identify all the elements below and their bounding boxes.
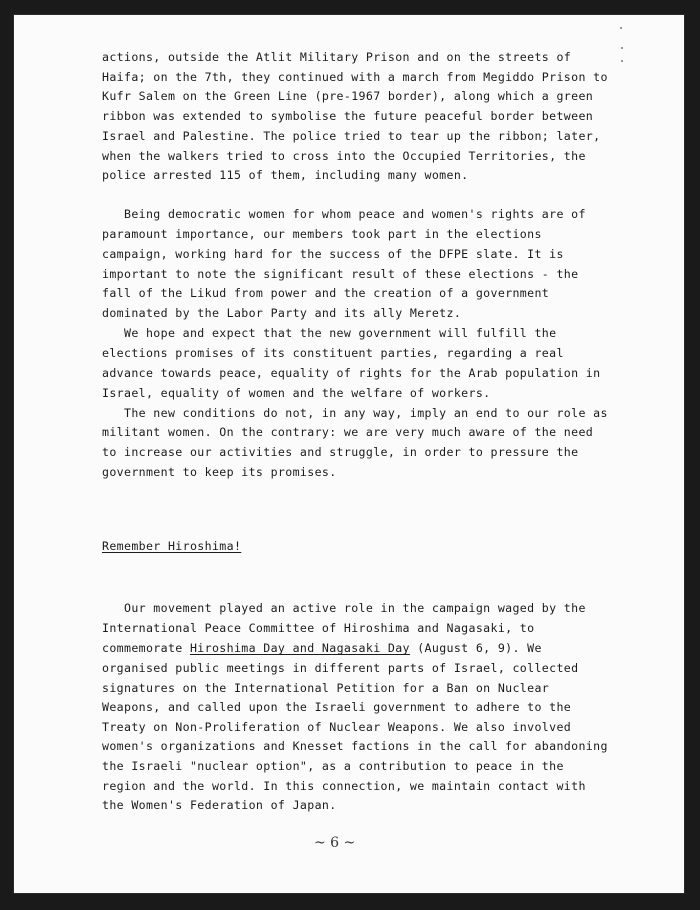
- text-line: We hope and expect that the new government will fulfill the: [102, 326, 557, 341]
- text-line: advance towards peace, equality of rights for the Arab population in: [102, 365, 601, 380]
- text-line: militant women. On the contrary: we are very much aware of the need: [102, 425, 594, 440]
- text-line: Haifa; on the 7th, they continued with a march from Megiddo Prison to: [102, 69, 608, 84]
- text-line: Kufr Salem on the Green Line (pre-1967 border), along which a green: [102, 89, 594, 104]
- document-page: [14, 15, 684, 893]
- text-line: police arrested 115 of them, including many women.: [102, 168, 469, 183]
- text-line: signatures on the International Petition for a Ban on Nuclear: [102, 680, 550, 695]
- text-line: The new conditions do not, in any way, imply an end to our role as: [102, 405, 608, 420]
- text-line: [102, 641, 542, 655]
- underlined-phrase: Hiroshima Day and Nagasaki Day: [189, 641, 410, 655]
- text-fragment: commemorate: [102, 641, 190, 655]
- text-line: the Women's Federation of Japan.: [102, 798, 337, 813]
- text-fragment: (August 6, 9). We: [409, 641, 542, 655]
- text-line: Our movement played an active role in the campaign waged by the: [102, 601, 586, 615]
- text-line: paramount importance, our members took part in the elections: [102, 226, 542, 241]
- text-line: to increase our activities and struggle, in order to pressure the: [102, 445, 579, 460]
- text-line: dominated by the Labor Party and its ally Meretz.: [102, 306, 462, 321]
- page-number: ~ 6 ~: [314, 835, 356, 851]
- text-line: Israel, equality of women and the welfare of workers.: [102, 385, 491, 400]
- text-line: actions, outside the Atlit Military Prison and on the streets of: [102, 50, 572, 64]
- text-line: fall of the Likud from power and the creation of a government: [102, 286, 550, 301]
- text-line: International Peace Committee of Hiroshima and Nagasaki, to: [102, 621, 535, 635]
- text-line: Israel and Palestine. The police tried to tear up the ribbon; later,: [102, 128, 601, 143]
- text-line: Being democratic women for whom peace and women's rights are of: [102, 207, 586, 221]
- text-line: region and the world. In this connection, we maintain contact with: [102, 778, 586, 793]
- stray-mark: [621, 47, 623, 49]
- text-line: the Israeli "nuclear option", as a contribution to peace in the: [102, 759, 564, 773]
- text-line: ribbon was extended to symbolise the future peaceful border between: [102, 109, 594, 124]
- text-line: women's organizations and Knesset factions in the call for abandoning: [102, 739, 608, 754]
- text-line: organised public meetings in different parts of Israel, collected: [102, 661, 579, 675]
- text-line: Weapons, and called upon the Israeli government to adhere to the: [102, 700, 572, 715]
- text-line: government to keep its promises.: [102, 465, 337, 480]
- text-line: Treaty on Non-Proliferation of Nuclear Weapons. We also involved: [102, 719, 572, 734]
- text-line: important to note the significant result of these elections - the: [102, 266, 579, 281]
- stray-mark: [621, 60, 623, 62]
- section-heading: Remember Hiroshima!: [102, 539, 242, 553]
- text-line: elections promises of its constituent parties, regarding a real: [102, 345, 564, 360]
- stray-mark: [620, 27, 622, 29]
- text-line: when the walkers tried to cross into the Occupied Territories, the: [102, 148, 586, 163]
- text-line: campaign, working hard for the success of the DFPE slate. It is: [102, 246, 564, 261]
